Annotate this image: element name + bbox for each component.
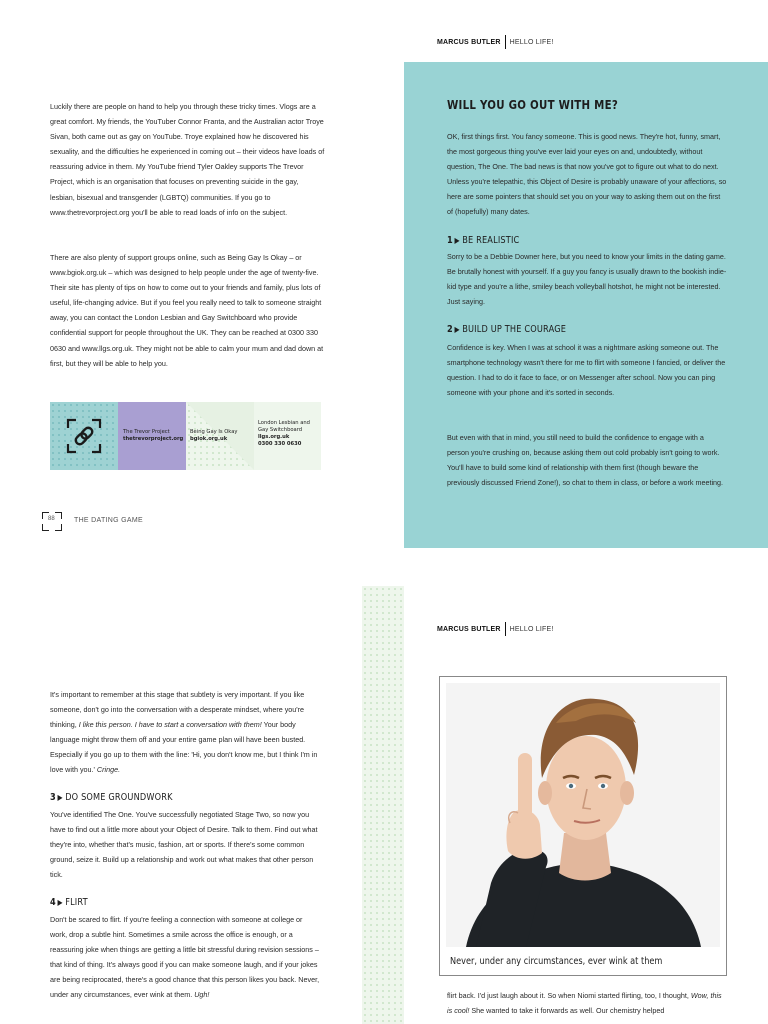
step-2-text: Confidence is key. When I was at school it was a nightmare asking someone out. The smartphone technology wasn't there for me to flirt with someone I fancied, or deliver the question. I had to do it face to face, or on Messenger after school. Now you can ping someone with your phone and it's sorted in seconds. <box>447 343 726 398</box>
left-paragraph-1: Luckily there are people on hand to help you through these tricky times. Vlogs are a great comfort. My friends, the YouTuber Connor Franta, and the Australian actor Troye Sivan, both came out as gay on YouTube. Troye explained how he discovered his sexuality, and the difficulties he experienced in coming out – their videos have loads of reassuring advice in them. My YouTube friend Tyler Oakley supports The Trevor Project, which is an organisation that focuses on preventing suicide in the gay, lesbian, bisexual and transgender (LGBTQ) communities. If you go to www.thetrevorproject.org you'll be able to read loads of info on the subject. <box>50 102 325 217</box>
resource-trevor-cell <box>118 402 186 470</box>
header-book-title: HELLO LIFE! <box>509 38 554 46</box>
portrait-illustration <box>446 683 720 947</box>
page-number: 88 <box>48 516 55 522</box>
header-book-title: HELLO LIFE! <box>509 625 554 633</box>
step-4-text: Don't be scared to flirt. If you're feeling a connection with someone at college or work, drop a subtle hint. Sometimes a smile across the office is enough, or a reassuring joke when things are getting a little bit stressful during revision sessions – that kind of thing. It's always good if you can make someone laugh, and if your jokes are being reciprocated, there's a good chance that this person likes you back. Never, under any circumstances, ever wink at them. Ugh! <box>50 915 320 1000</box>
footer-section-title: THE DATING GAME <box>74 517 143 524</box>
resource-llgs-cell <box>254 402 321 470</box>
step-3-heading: 3 ▶ DO SOME GROUNDWORK <box>50 792 173 803</box>
header-divider <box>505 622 506 636</box>
resource-bgiok-cell <box>186 402 254 470</box>
triangle-arrow-icon: ▶ <box>454 325 460 334</box>
step-3-text: You've identified The One. You've successfully negotiated Stage Two, so now you have to find out a little more about your Object of Desire. Talk to them. Find out what they're into, whether that's music, fashion, art or sports. If there's some common ground, seize it. Build up a relationship and work out what makes that other person tick. <box>50 810 318 880</box>
running-header-top <box>437 35 553 49</box>
header-divider <box>505 35 506 49</box>
step-1-heading: 1 ▶ BE REALISTIC <box>447 235 520 246</box>
panel-intro: OK, first things first. You fancy someone. This is good news. They're hot, funny, smart, the most gorgeous thing you've ever laid your eyes on and, undoubtedly, without question, The One. The bad news is that now you've got to figure out what to do next. Unless you're telepathic, this Object of Desire is probably unaware of your affections, so here are some pointers that should set you on your way to asking them out on the first of (hopefully) many dates. <box>447 132 727 217</box>
link-chain-icon <box>66 418 102 454</box>
header-author: MARCUS BUTLER <box>437 625 501 633</box>
triangle-arrow-icon: ▶ <box>57 793 63 802</box>
page-number-frame <box>42 512 62 531</box>
resource-bgiok: Being Gay Is Okay bgiok.org.uk <box>190 429 238 442</box>
step-4-heading: 4 ▶ FLIRT <box>50 897 88 908</box>
decorative-dotted-strip <box>362 586 404 1024</box>
step-1-text: Sorry to be a Debbie Downer here, but you need to know your limits in the dating game. Be brutally honest with yourself. If a guy you fancy is usually drawn to the bookish indie-kid type and you're a lithe, smiley beach volleyball hotshot, he might not be interested. Just saying. <box>447 252 727 307</box>
left-paragraph-2: There are also plenty of support groups online, such as Being Gay Is Okay – or www.bgiok.org.uk – which was designed to help people under the age of twenty-five. Their site has plenty of tips on how to come out to your friends and family, plus lots of useful, life-changing advice. But if you feel you really need to talk to someone straight away, you can contact the London Lesbian and Gay Switchboard who provide confidential support for people throughout the UK. They can be reached at 0300 330 0630 and www.llgs.org.uk. They might not be able to calm your mum and dad down at first, but they will be able to help you. <box>50 253 324 368</box>
step-2-heading: 2 ▶ BUILD UP THE COURAGE <box>447 324 567 335</box>
triangle-arrow-icon: ▶ <box>454 236 460 245</box>
header-author: MARCUS BUTLER <box>437 38 501 46</box>
resource-icon-cell <box>50 402 118 470</box>
photo-caption: Never, under any circumstances, ever wink at them <box>450 956 663 967</box>
photo-frame <box>439 676 727 976</box>
running-header-bottom <box>437 622 553 636</box>
panel-title: WILL YOU GO OUT WITH ME? <box>447 97 619 112</box>
resource-llgs: London Lesbian and Gay Switchboard llgs.org.uk 0300 330 0630 <box>258 420 310 447</box>
bottom-right-text: flirt back. I'd just laugh about it. So when Niomi started flirting, too, I thought, Wow, this is cool! She wanted to take it forwards as well. Our chemistry helped <box>447 991 722 1016</box>
bottom-intro-paragraph: It's important to remember at this stage that subtlety is very important. If you like someone, don't go into the conversation with a desperate mindset, where you're thinking, I like this person. I have to start a conversation with them! Your body language might throw them off and your entire game plan will have been busted. Especially if you go up to them with the line: 'Hi, you don't know me, but I think I'm in love with you.' Cringe. <box>50 690 318 775</box>
resource-trevor: The Trevor Project thetrevorproject.org <box>123 429 184 442</box>
portrait-photo <box>446 683 720 947</box>
resources-box <box>50 402 321 470</box>
triangle-arrow-icon: ▶ <box>57 898 63 907</box>
step-2-text-continued: But even with that in mind, you still need to build the confidence to engage with a person you're crushing on, because asking them out cold probably isn't going to work. You'll have to build some kind of relationship with them first (though beware the previously discussed Friend Zone!), so chat to them in class, or before a work meeting. <box>447 433 724 488</box>
